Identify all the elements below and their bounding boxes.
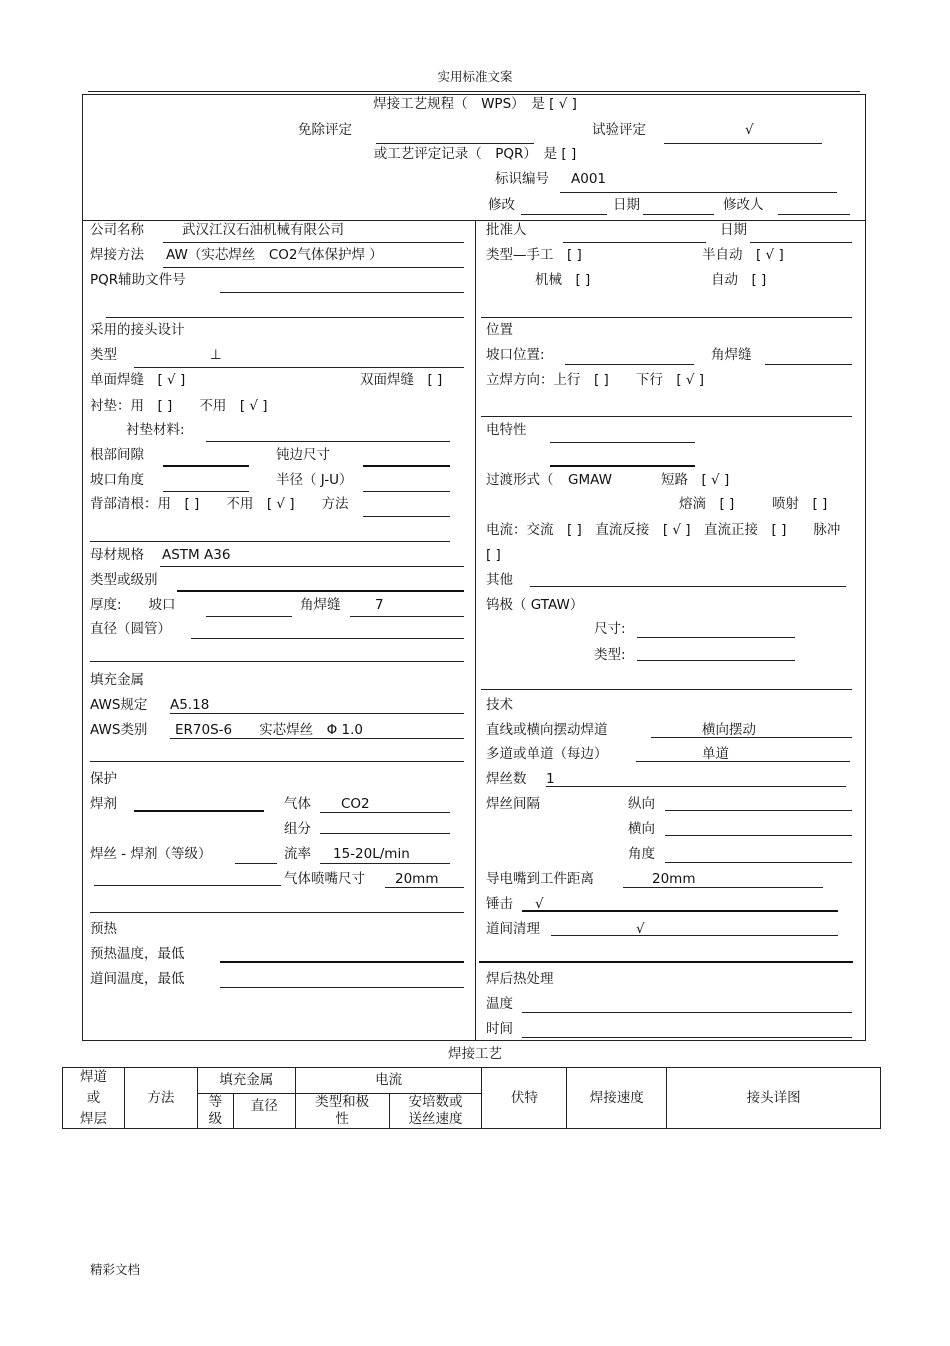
- flow-label: 流率: [284, 846, 311, 862]
- right-sep-2: [481, 416, 852, 417]
- top-section-divider: [82, 220, 866, 221]
- nozzle-value: 20mm: [395, 871, 439, 887]
- approver-line: [563, 242, 706, 243]
- radius-label: 半径（ J-U）: [276, 472, 353, 488]
- cleaning-label: 道间清理: [486, 921, 540, 937]
- pqr-doc-line: [220, 292, 464, 293]
- company-label: 公司名称: [90, 222, 144, 238]
- procedure-title: 焊接工艺: [448, 1046, 502, 1062]
- shielding-title: 保护: [90, 771, 117, 787]
- id-line: [560, 192, 837, 193]
- spacing-angle-line: [665, 862, 852, 863]
- pulse-check: [ ]: [486, 547, 501, 563]
- short-circuit: 短路 [ √ ]: [661, 472, 730, 488]
- method-line: [163, 267, 464, 268]
- joint-title: 采用的接头设计: [90, 322, 185, 338]
- tungsten-size-line: [637, 637, 795, 638]
- wps-line: 焊接工艺规程（ WPS） 是 [ √ ]: [373, 96, 577, 112]
- rev-line: [521, 214, 607, 215]
- col-diameter: 直径: [233, 1094, 295, 1129]
- back-gouge: 背部清根：用 [ ] 不用 [ √ ] 方法: [90, 496, 349, 512]
- company-value: 武汉江汉石油机械有限公司: [182, 222, 344, 238]
- left-sep-2: [90, 541, 450, 542]
- groove-position-line: [565, 364, 694, 365]
- vertical-progression: 立焊方向：上行 [ ] 下行 [ √ ]: [486, 372, 705, 388]
- approver-label: 批准人: [486, 222, 527, 238]
- company-line: [163, 242, 464, 243]
- current-type: 电流：交流 [ ] 直流反接 [ √ ] 直流正接 [ ] 脉冲: [486, 522, 841, 538]
- test-label: 试验评定: [592, 122, 646, 138]
- gas-line: [320, 812, 450, 813]
- wire-flux-line-2: [94, 885, 281, 886]
- cleaning-value: √: [636, 921, 645, 937]
- rev-date-label: 日期: [613, 197, 640, 213]
- type-machine: 机械 [ ]: [535, 272, 591, 288]
- flow-value: 15-20L/min: [333, 846, 410, 862]
- column-divider: [475, 220, 476, 1041]
- col-joint-detail: 接头详图: [667, 1068, 881, 1129]
- grade-line: [177, 590, 464, 592]
- pwht-temp-label: 温度: [486, 996, 513, 1012]
- fillet-label: 角焊缝: [300, 597, 341, 613]
- method-value: AW（实芯焊丝 CO2气体保护焊 ）: [166, 247, 383, 263]
- base-spec-line: [160, 566, 464, 567]
- filler-title: 填充金属: [90, 672, 144, 688]
- composition-line: [320, 833, 450, 834]
- aws-spec-line: [170, 713, 464, 714]
- approve-date-label: 日期: [720, 222, 747, 238]
- single-side: 单面焊缝 [ √ ]: [90, 372, 186, 388]
- flux-line: [134, 810, 264, 812]
- type-semi-auto: 半自动 [ √ ]: [702, 247, 784, 263]
- electrical-title: 电特性: [486, 422, 527, 438]
- pqr-line: 或工艺评定记录（ PQR） 是 [ ]: [373, 146, 577, 162]
- tungsten-type-label: 类型:: [594, 647, 626, 663]
- cleaning-line: [551, 935, 838, 936]
- spray: 喷射 [ ]: [772, 496, 828, 512]
- wire-flux-line: [235, 863, 277, 864]
- col-pass: 焊道 或 焊层: [63, 1068, 125, 1129]
- nozzle-label: 气体喷嘴尺寸: [284, 871, 365, 887]
- backing-material-line: [206, 441, 450, 442]
- tungsten-type-line: [637, 660, 795, 661]
- left-sep-4: [90, 761, 464, 762]
- base-spec-label: 母材规格: [90, 547, 144, 563]
- groove-angle-line: [163, 491, 249, 492]
- flux-label: 焊剂: [90, 796, 117, 812]
- joint-type-label: 类型: [90, 347, 117, 363]
- globular: 熔滴 [ ]: [679, 496, 735, 512]
- transfer-line: [550, 465, 695, 467]
- spacing-label: 焊丝间隔: [486, 796, 540, 812]
- weave-value: 横向摆动: [702, 722, 756, 738]
- rev-date-line: [643, 214, 714, 215]
- interpass-temp-line: [220, 987, 464, 988]
- groove-angle-label: 坡口角度: [90, 472, 144, 488]
- other-line: [530, 586, 846, 587]
- other-label: 其他: [486, 572, 513, 588]
- spacing-lateral: 横向: [628, 821, 655, 837]
- left-sep-1: [106, 317, 464, 318]
- passes-value: 单道: [702, 746, 729, 762]
- nozzle-line: [385, 887, 464, 888]
- fillet-position-label: 角焊缝: [711, 347, 752, 363]
- peening-value: √: [535, 896, 544, 912]
- col-polarity: 类型和极 性: [295, 1094, 389, 1129]
- preheat-temp-line: [220, 961, 464, 963]
- header-rule: [88, 91, 860, 92]
- groove-position-label: 坡口位置:: [486, 347, 545, 363]
- preheat-temp-label: 预热温度，最低: [90, 946, 185, 962]
- type-manual: 类型—手工 [ ]: [486, 247, 582, 263]
- technique-title: 技术: [486, 697, 513, 713]
- backing: 衬垫：用 [ ] 不用 [ √ ]: [90, 398, 268, 414]
- base-spec-value: ASTM A36: [162, 547, 231, 563]
- spacing-lateral-line: [665, 835, 852, 836]
- left-sep-5: [90, 912, 464, 913]
- col-filler: 填充金属: [197, 1068, 295, 1094]
- page-header: 实用标准文案: [437, 69, 513, 84]
- weave-line: [651, 737, 852, 738]
- root-gap-label: 根部间隙: [90, 447, 144, 463]
- gas-label: 气体: [284, 796, 311, 812]
- gouge-method-line: [363, 516, 450, 517]
- thickness-line: [206, 616, 292, 617]
- reviser-label: 修改人: [723, 197, 764, 213]
- wires-label: 焊丝数: [486, 771, 527, 787]
- ctwd-line: [623, 887, 823, 888]
- radius-line: [363, 491, 450, 492]
- passes-line: [636, 761, 850, 762]
- wires-value: 1: [546, 771, 555, 787]
- weave-label: 直线或横向摆动焊道: [486, 722, 608, 738]
- col-current: 电流: [295, 1068, 482, 1094]
- tungsten-label: 钨极（ GTAW）: [486, 597, 584, 613]
- fillet-position-line: [765, 364, 852, 365]
- diameter-label: 直径（圆管）: [90, 621, 171, 637]
- thickness-label: 厚度: 坡口: [90, 597, 176, 613]
- wire-flux-label: 焊丝 - 焊剂（等级）: [90, 846, 212, 862]
- pqr-doc-label: PQR辅助文件号: [90, 272, 186, 288]
- aws-class-line: [170, 738, 464, 739]
- fillet-line: [350, 616, 464, 617]
- aws-class-value: ER70S-6 实芯焊丝 Φ 1.0: [175, 722, 364, 738]
- right-sep-4: [479, 961, 853, 963]
- type-auto: 自动 [ ]: [711, 272, 767, 288]
- spacing-angle: 角度: [628, 846, 655, 862]
- pwht-time-line: [522, 1037, 852, 1038]
- test-line: [664, 143, 822, 144]
- grade-label: 类型或级别: [90, 572, 158, 588]
- id-label: 标识编号: [495, 171, 549, 187]
- transfer-value: GMAW: [568, 472, 612, 488]
- interpass-temp-label: 道间温度，最低: [90, 971, 185, 987]
- right-sep-3: [481, 689, 852, 690]
- wires-line: [546, 786, 846, 787]
- joint-type-line: [134, 367, 464, 368]
- tungsten-size-label: 尺寸:: [594, 621, 626, 637]
- peening-label: 锤击: [486, 896, 513, 912]
- col-speed: 焊接速度: [567, 1068, 667, 1129]
- approve-date-line: [750, 242, 852, 243]
- rev-label: 修改: [488, 197, 515, 213]
- peening-line: [522, 910, 838, 912]
- exempt-label: 免除评定: [298, 122, 352, 138]
- reviser-line: [778, 214, 850, 215]
- blunt-label: 钝边尺寸: [276, 447, 330, 463]
- fillet-value: 7: [375, 597, 384, 613]
- composition-label: 组分: [284, 821, 311, 837]
- spacing-longitudinal: 纵向: [628, 796, 655, 812]
- blunt-line: [363, 465, 450, 467]
- col-method: 方法: [124, 1068, 197, 1129]
- flow-line: [320, 863, 450, 864]
- double-side: 双面焊缝 [ ]: [360, 372, 443, 388]
- procedure-table: [62, 1067, 881, 1129]
- ctwd-label: 导电嘴到工件距离: [486, 871, 594, 887]
- backing-material-label: 衬垫材料:: [126, 422, 185, 438]
- root-gap-line: [163, 465, 249, 467]
- spacing-longitudinal-line: [665, 810, 852, 811]
- method-label: 焊接方法: [90, 247, 144, 263]
- page-footer: 精彩文档: [90, 1262, 141, 1277]
- aws-class-label: AWS类别: [90, 722, 148, 738]
- gas-value: CO2: [341, 796, 370, 812]
- preheat-title: 预热: [90, 921, 117, 937]
- passes-label: 多道或单道（每边）: [486, 746, 608, 762]
- ctwd-value: 20mm: [652, 871, 696, 887]
- id-value: A001: [571, 171, 607, 187]
- diameter-line: [191, 638, 464, 639]
- pwht-time-label: 时间: [486, 1021, 513, 1037]
- joint-type-value: ⊥: [210, 347, 222, 363]
- col-amps: 安培数或 送丝速度: [389, 1094, 482, 1129]
- col-grade: 等 级: [197, 1094, 233, 1129]
- exempt-line: [376, 143, 534, 144]
- transfer-label: 过渡形式（: [486, 472, 554, 488]
- position-title: 位置: [486, 322, 513, 338]
- test-check: √: [745, 122, 754, 138]
- pwht-temp-line: [522, 1012, 852, 1013]
- right-sep-1: [481, 317, 852, 318]
- aws-spec-label: AWS规定: [90, 697, 148, 713]
- col-volts: 伏特: [482, 1068, 567, 1129]
- aws-spec-value: A5.18: [170, 697, 210, 713]
- pwht-title: 焊后热处理: [486, 971, 554, 987]
- electrical-line: [550, 442, 695, 443]
- left-sep-3: [90, 661, 464, 662]
